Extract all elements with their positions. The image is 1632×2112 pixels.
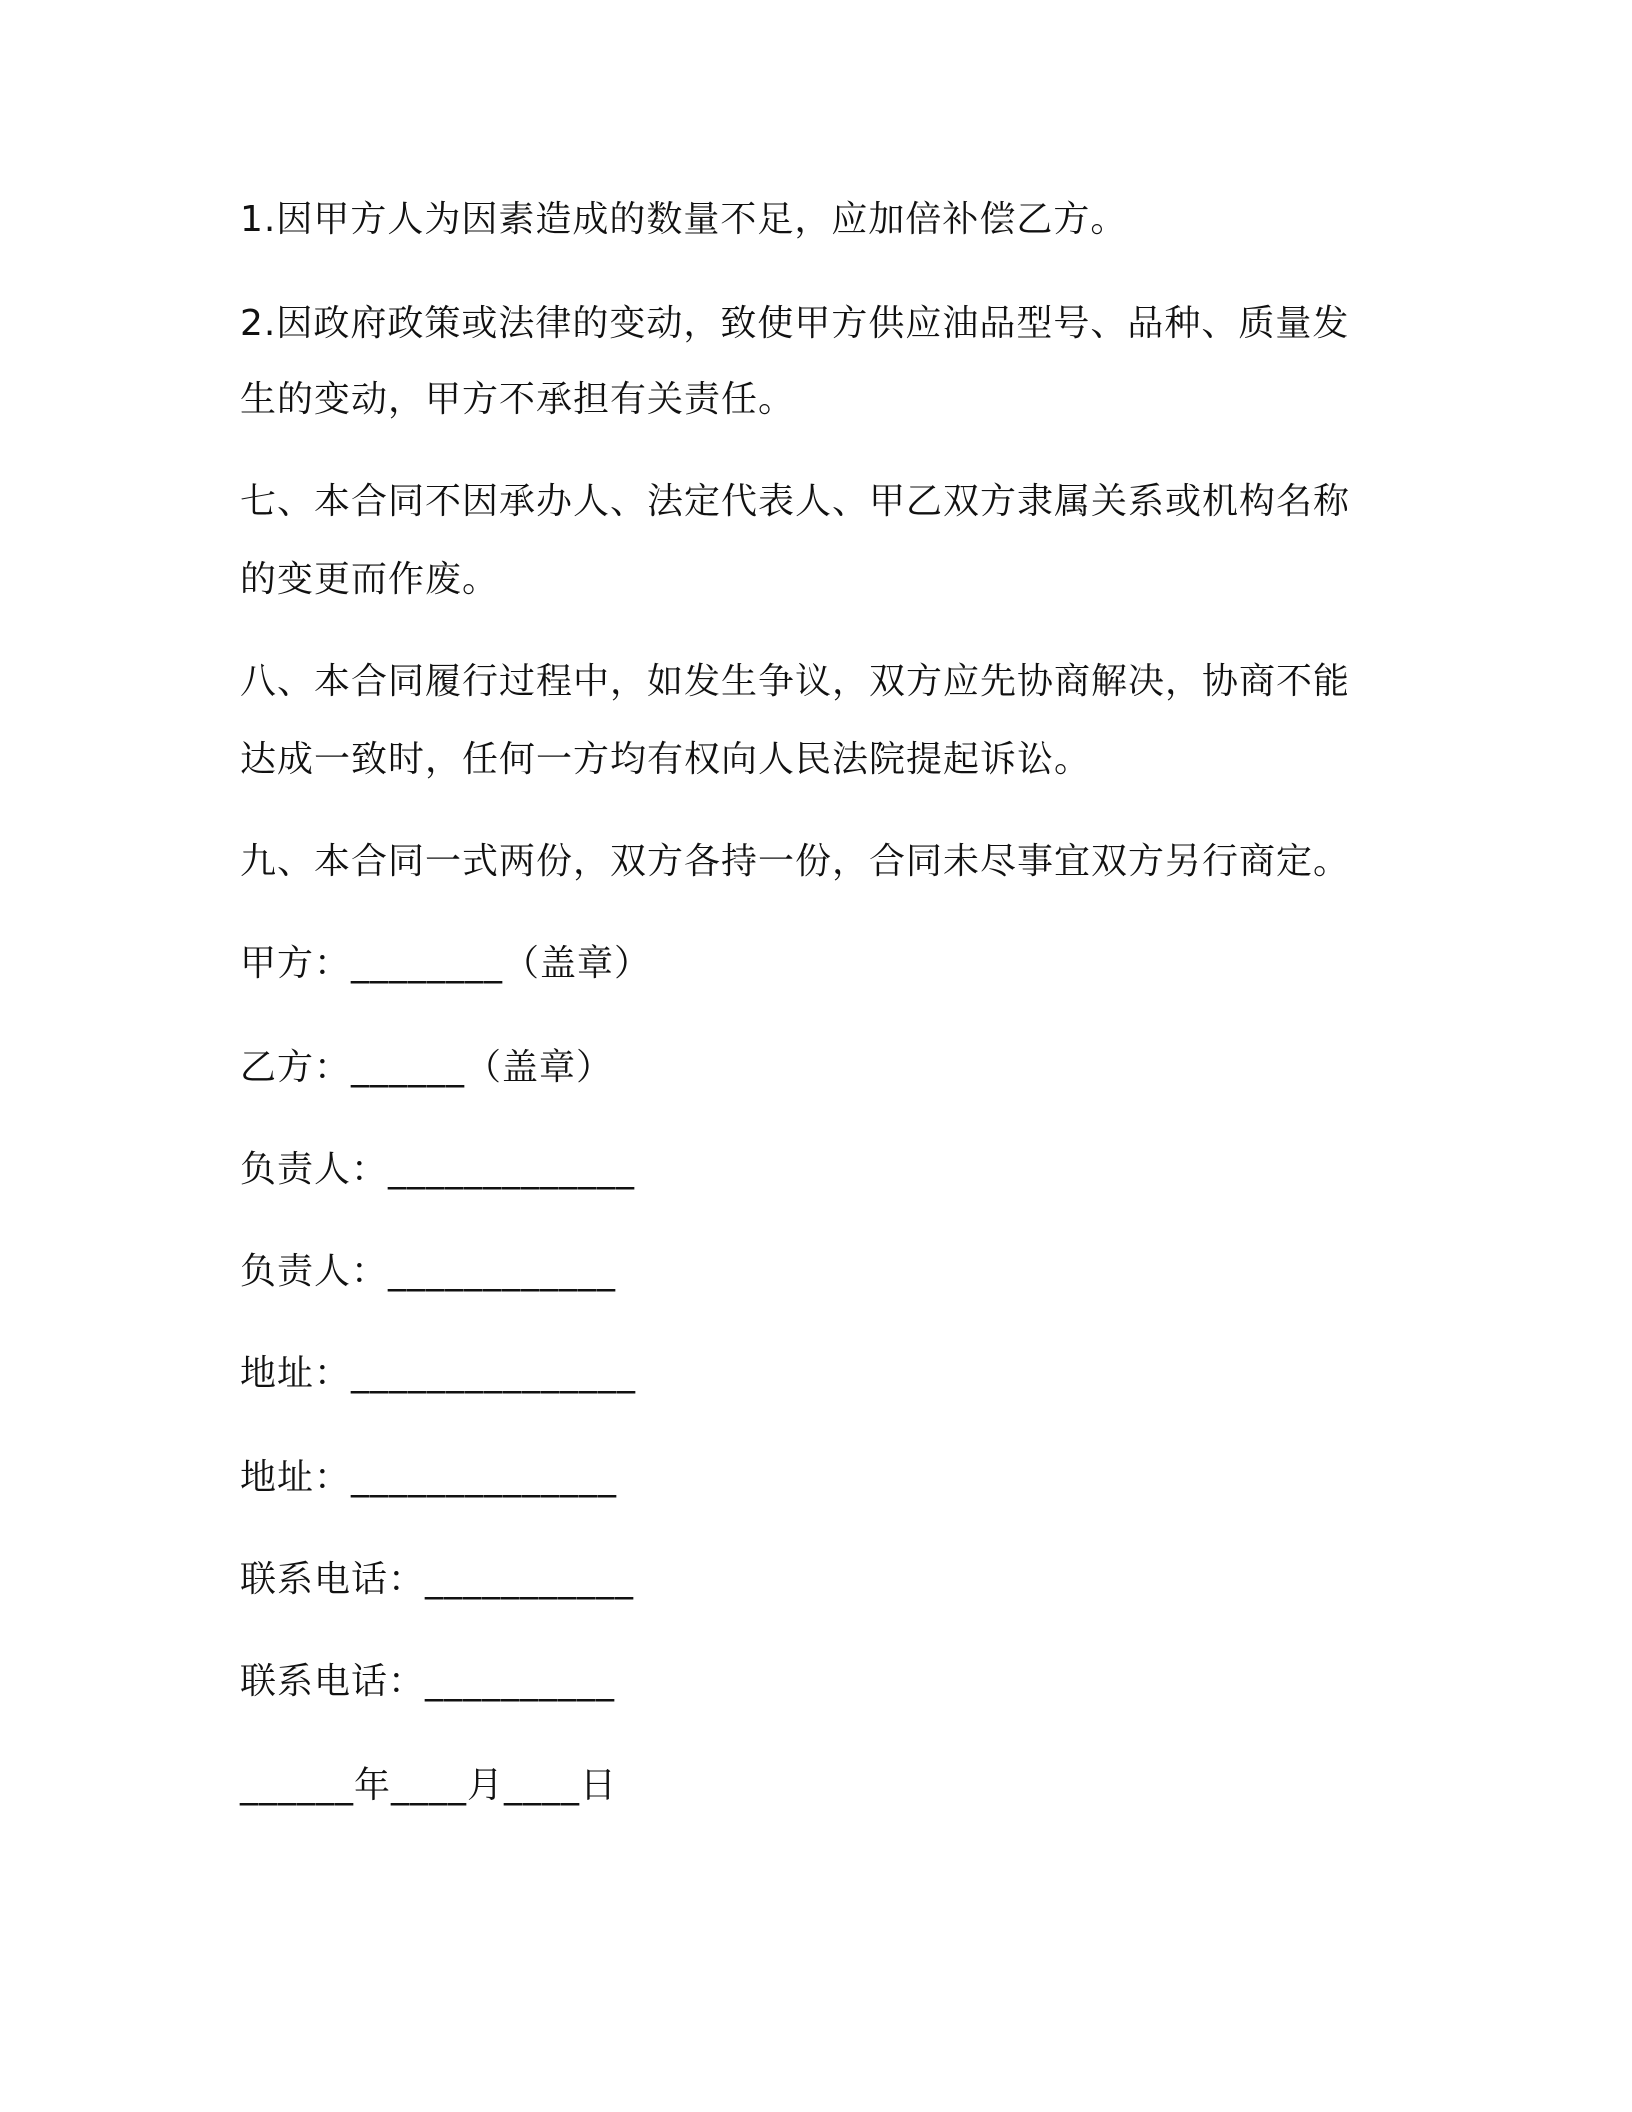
party-b-signature: 乙方：______（盖章） [240, 1047, 614, 1088]
clause-1-line-1: 1.因甲方人为因素造成的数量不足，应加倍补偿乙方。 [240, 199, 1128, 240]
clause-7-line-1: 七、本合同不因承办人、法定代表人、甲乙双方隶属关系或机构名称 [240, 481, 1351, 522]
clause-8-line-1: 八、本合同履行过程中，如发生争议，双方应先协商解决，协商不能 [240, 661, 1351, 702]
clause-9-line-1: 九、本合同一式两份，双方各持一份，合同未尽事宜双方另行商定。 [240, 841, 1351, 882]
phone-a: 联系电话：___________ [240, 1559, 635, 1600]
clause-2-line-1: 2.因政府政策或法律的变动，致使甲方供应油品型号、品种、质量发 [240, 303, 1350, 344]
address-b: 地址：______________ [240, 1457, 618, 1498]
person-in-charge-a: 负责人：_____________ [240, 1149, 636, 1190]
clause-7-line-2: 的变更而作废。 [240, 559, 500, 600]
phone-b: 联系电话：__________ [240, 1661, 616, 1702]
address-a: 地址：_______________ [240, 1353, 637, 1394]
person-in-charge-b: 负责人：____________ [240, 1251, 617, 1292]
clause-2-line-2: 生的变动，甲方不承担有关责任。 [240, 379, 796, 420]
party-a-signature: 甲方：________（盖章） [240, 943, 652, 984]
signing-date: ______年____月____日 [240, 1765, 618, 1806]
clause-8-line-2: 达成一致时，任何一方均有权向人民法院提起诉讼。 [240, 739, 1092, 780]
